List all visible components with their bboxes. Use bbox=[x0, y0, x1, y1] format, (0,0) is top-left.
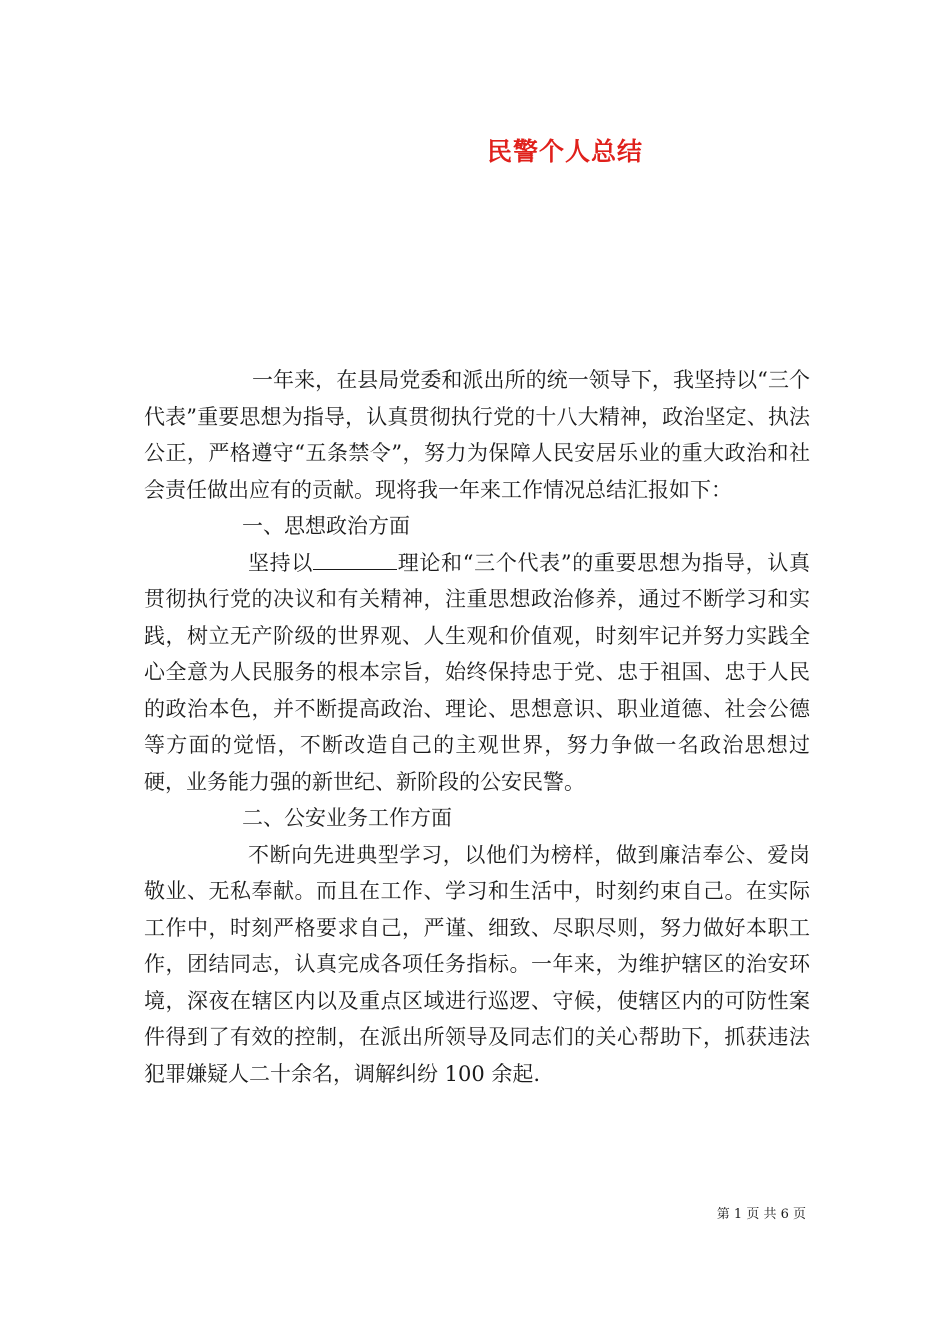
document-title: 民警个人总结 bbox=[486, 137, 643, 166]
fill-in-blank bbox=[313, 551, 397, 570]
section-paragraph-police-work: 不断向先进典型学习，以他们为榜样，做到廉洁奉公、爱岗敬业、无私奉献。而且在工作、学习和生活中，时刻约束自己。在实际工作中，时刻严格要求自己，严谨、细致、尽职尽则，努力做好本职工作，团结同志，认真完成各项任务指标。一年来，为维护辖区的治安环境，深夜在辖区内以及重点区域进行巡逻、守候，使辖区内的可防性案件得到了有效的控制，在派出所领导及同志们的关心帮助下，抓获违法犯罪嫌疑人二十余名，调解纠纷 100 余起. bbox=[144, 842, 810, 1086]
paragraph-text-start: 坚持以 bbox=[248, 550, 314, 575]
page-number: 第 1 页 共 6 页 bbox=[716, 1207, 806, 1222]
section-heading-politics: 一、思想政治方面 bbox=[242, 514, 410, 538]
section-paragraph-politics bbox=[144, 545, 810, 801]
section-heading-police-work: 二、公安业务工作方面 bbox=[242, 806, 452, 830]
document-body bbox=[144, 362, 810, 1092]
intro-paragraph: 一年来，在县局党委和派出所的统一领导下，我坚持以“三个代表”重要思想为指导，认真贯彻执行党的十八大精神，政治坚定、执法公正，严格遵守“五条禁令”，努力为保障人民安居乐业的重大政治和社会责任做出应有的贡献。现将我一年来工作情况总结汇报如下： bbox=[144, 368, 810, 502]
paragraph-text-rest: 理论和“三个代表”的重要思想为指导，认真贯彻执行党的决议和有关精神，注重思想政治修养，通过不断学习和实践，树立无产阶级的世界观、人生观和价值观，时刻牢记并努力实践全心全意为人民服务的根本宗旨，始终保持忠于党、忠于祖国、忠于人民的政治本色，并不断提高政治、理论、思想意识、职业道德、社会公德等方面的觉悟，不断改造自己的主观世界，努力争做一名政治思想过硬，业务能力强的新世纪、新阶段的公安民警。 bbox=[144, 550, 810, 794]
